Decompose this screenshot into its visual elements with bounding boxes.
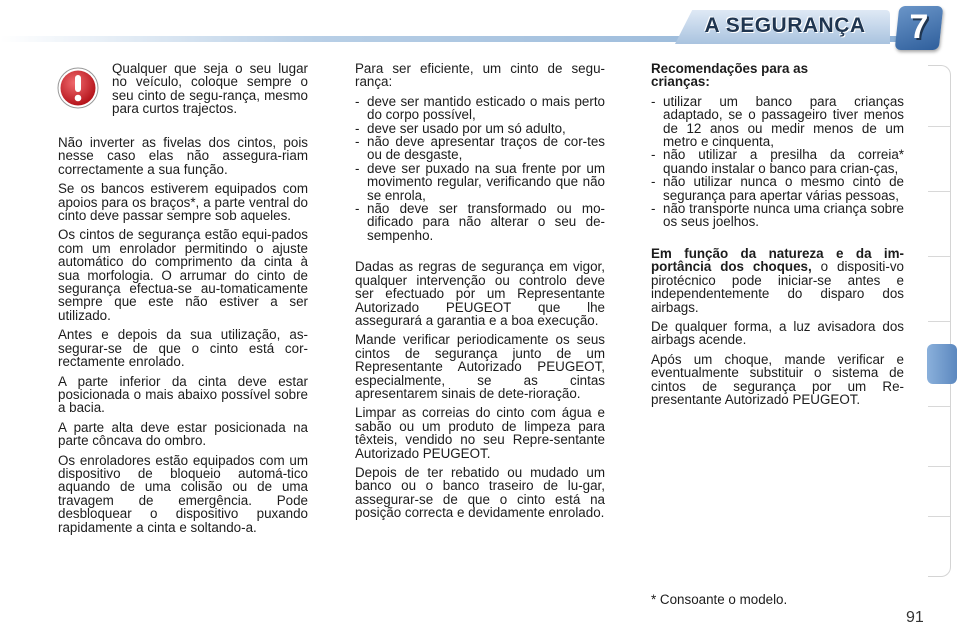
paragraph: Dadas as regras de segurança em vigor, qualquer intervenção ou controlo deve ser efectuado por um Representante Autorizado PEUGEOT que lhe assegurará a garantia e a boa execução.	[355, 259, 605, 328]
airbag-text: o dispositi-vo pirotécnico pode iniciar-se antes e independentemente do disparo dos airbags.	[651, 259, 904, 315]
requirements-list	[355, 95, 605, 242]
paragraph: Para ser eficiente, um cinto de segu-rança:	[355, 61, 605, 90]
rail-divider	[928, 466, 950, 467]
paragraph: Antes e depois da sua utilização, as-segurar-se de que o cinto está cor-rectamente enrolado.	[58, 327, 308, 370]
rail-divider	[928, 126, 950, 127]
chapter-number: 7	[909, 8, 929, 46]
paragraph: Mande verificar periodicamente os seus cintos de segurança junto de um Representante Autorizado PEUGEOT, especialmente, se as cintas apresentarem sinais de dete-rioração.	[355, 332, 605, 401]
paragraph: Os enroladores estão equipados com um dispositivo de bloqueio automá-tico aquando de uma colisão ou de uma travagem de emergência. Pode desbloquear o dispositivo puxando rapidamente a cinta e soltando-a.	[58, 452, 308, 535]
list-item: - não utilizar a presilha da correia* quando instalar o banco para crian-ças,	[651, 148, 904, 175]
chapter-side-rail	[928, 65, 951, 577]
list-item: - não utilizar nunca o mesmo cinto de segurança para apertar várias pessoas,	[651, 175, 904, 202]
page-number: 91	[906, 609, 924, 626]
rail-divider	[928, 321, 950, 322]
list-item: - deve ser usado por um só adulto,	[355, 122, 605, 135]
paragraph: Limpar as correias do cinto com água e sabão ou um produto de limpeza para têxteis, vendido no seu Repre-sentante Autorizado PEUGEOT.	[355, 405, 605, 461]
paragraph: Não inverter as fivelas dos cintos, pois nesse caso elas não assegura-riam correctamente a sua função.	[58, 135, 308, 177]
rail-divider	[928, 406, 950, 407]
list-item: - não deve ser transformado ou mo-dificado para não alterar o seu de-sempenho.	[355, 202, 605, 242]
column-right	[651, 62, 904, 412]
paragraph: De qualquer forma, a luz avisadora dos airbags acende.	[651, 318, 904, 348]
rail-divider	[928, 516, 950, 517]
list-item: - não transporte nunca uma criança sobre os seus joelhos.	[651, 202, 904, 229]
column-middle	[355, 62, 605, 526]
list-item: - deve ser puxado na sua frente por um movimento regular, verificando que não se enrola,	[355, 162, 605, 202]
footnote: * Consoante o modelo.	[651, 592, 788, 607]
rail-divider	[928, 256, 950, 257]
rail-divider	[928, 191, 950, 192]
paragraph: Se os bancos estiverem equipados com apoios para os braços*, a parte ventral do cinto deve passar sempre sob aqueles.	[58, 181, 308, 224]
paragraph: A parte inferior da cinta deve estar posicionada o mais abaixo possível sobre a bacia.	[58, 373, 308, 416]
section-heading: Recomendações para as crianças:	[651, 61, 809, 90]
airbag-heading: Em função da natureza e da im-portância dos choques,	[651, 245, 904, 275]
intro-paragraph: Qualquer que seja o seu lugar no veículo, coloque sempre o seu cinto de segu-rança, mesmo para curtos trajectos.	[112, 61, 308, 117]
list-item: - utilizar um banco para crianças adaptado, se o passageiro tiver menos de 12 anos ou medir menos de um metro e cinquenta,	[651, 95, 904, 149]
paragraph: Os cintos de segurança estão equi-pados com um enrolador permitindo o ajuste automático do comprimento da cinta à sua morfologia. O arrumar do cinto de segurança efectua-se au-tomaticamente sempre que este não estiver a ser utilizado.	[58, 227, 308, 323]
paragraph: Após um choque, mande verificar e eventualmente substituir o sistema de cintos de segurança por um Re-presentante Autorizado PEUGEOT.	[651, 351, 904, 407]
list-item: - deve ser mantido esticado o mais perto do corpo possível,	[355, 95, 605, 122]
column-left	[58, 136, 308, 540]
list-item: - não deve apresentar traços de cor-tes ou de desgaste,	[355, 135, 605, 162]
paragraph: Depois de ter rebatido ou mudado um banco ou o banco traseiro de lu-gar, assegurar-se de que o cinto está na posição correcta e devidamente enrolado.	[355, 464, 605, 521]
children-recommendations-list	[651, 95, 904, 229]
page-title: A SEGURANÇA	[704, 14, 866, 37]
paragraph: A parte alta deve estar posicionada na parte côncava do ombro.	[58, 419, 308, 449]
warning-exclamation-icon	[56, 66, 100, 110]
chapter-tab-active[interactable]	[927, 344, 957, 384]
airbag-paragraph	[651, 247, 904, 314]
